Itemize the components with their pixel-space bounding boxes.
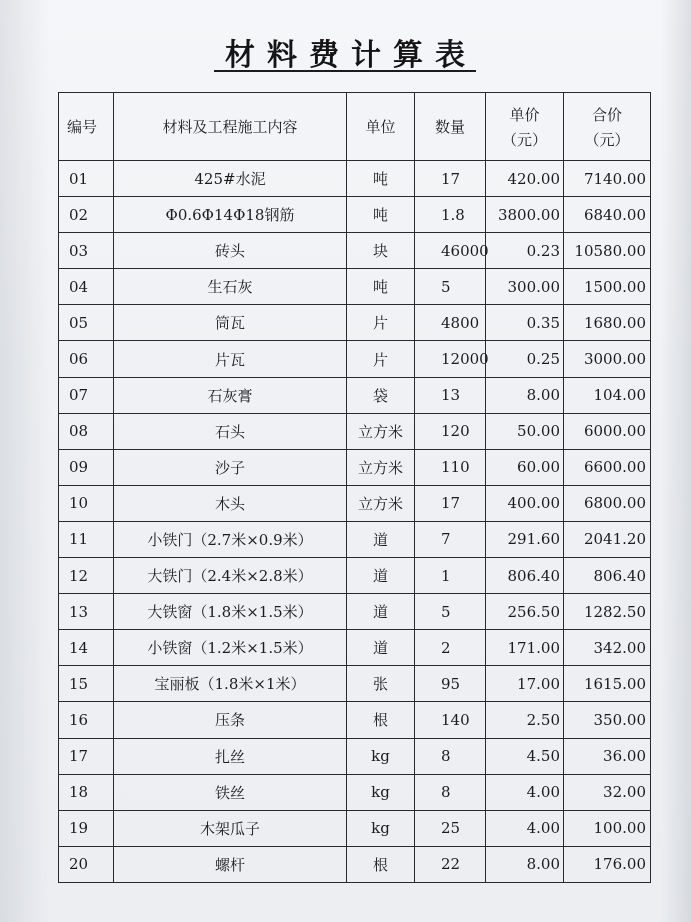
cell-unit: kg	[347, 774, 415, 810]
table-row	[59, 521, 651, 557]
cell-unit: 张	[347, 666, 415, 702]
cell-name: 压条	[114, 702, 347, 738]
table-header-row	[59, 93, 651, 161]
header-price	[486, 93, 564, 161]
cell-price: 300.00	[486, 269, 564, 305]
cell-unit: 根	[347, 846, 415, 882]
cell-name: 木头	[114, 485, 347, 521]
page-shadow-right	[661, 0, 691, 922]
table-row	[59, 558, 651, 594]
table-row	[59, 630, 651, 666]
cell-unit: 片	[347, 341, 415, 377]
table-row	[59, 233, 651, 269]
cell-total: 1500.00	[564, 269, 651, 305]
cell-name: 筒瓦	[114, 305, 347, 341]
header-price-label: 单价	[509, 105, 540, 124]
header-total-label: 合价	[591, 105, 622, 124]
cell-qty: 12000	[415, 341, 486, 377]
cell-no: 20	[59, 846, 114, 882]
cell-no: 16	[59, 702, 114, 738]
cell-total: 342.00	[564, 630, 651, 666]
header-qty: 数量	[415, 93, 486, 161]
cell-price: 0.23	[486, 233, 564, 269]
cell-qty: 17	[415, 161, 486, 197]
table-row	[59, 449, 651, 485]
header-unit: 单位	[347, 93, 415, 161]
table-row	[59, 702, 651, 738]
cell-no: 17	[59, 738, 114, 774]
table-row	[59, 846, 651, 882]
table-row	[59, 738, 651, 774]
cell-no: 13	[59, 594, 114, 630]
cell-unit: 道	[347, 558, 415, 594]
cell-total: 6800.00	[564, 485, 651, 521]
cell-total: 2041.20	[564, 521, 651, 557]
cell-no: 12	[59, 558, 114, 594]
header-price-unit: （元）	[501, 130, 547, 149]
cell-name: 石头	[114, 413, 347, 449]
cell-price: 50.00	[486, 413, 564, 449]
cell-total: 176.00	[564, 846, 651, 882]
cell-qty: 110	[415, 449, 486, 485]
cell-unit: kg	[347, 738, 415, 774]
cell-qty: 46000	[415, 233, 486, 269]
cell-qty: 140	[415, 702, 486, 738]
header-name: 材料及工程施工内容	[114, 93, 347, 161]
cell-total: 6000.00	[564, 413, 651, 449]
cell-total: 1615.00	[564, 666, 651, 702]
cell-price: 3800.00	[486, 197, 564, 233]
cell-no: 02	[59, 197, 114, 233]
cell-total: 100.00	[564, 810, 651, 846]
cell-qty: 1	[415, 558, 486, 594]
cell-total: 3000.00	[564, 341, 651, 377]
cell-no: 05	[59, 305, 114, 341]
cell-total: 1680.00	[564, 305, 651, 341]
cell-price: 171.00	[486, 630, 564, 666]
cell-total: 1282.50	[564, 594, 651, 630]
cell-name: 扎丝	[114, 738, 347, 774]
table-row	[59, 485, 651, 521]
cell-qty: 17	[415, 485, 486, 521]
cell-qty: 22	[415, 846, 486, 882]
cell-unit: 立方米	[347, 485, 415, 521]
cell-qty: 8	[415, 774, 486, 810]
cell-price: 291.60	[486, 521, 564, 557]
cell-no: 06	[59, 341, 114, 377]
cell-name: 铁丝	[114, 774, 347, 810]
cell-qty: 1.8	[415, 197, 486, 233]
cell-qty: 2	[415, 630, 486, 666]
cell-price: 4.50	[486, 738, 564, 774]
cell-unit: 吨	[347, 161, 415, 197]
table-row	[59, 305, 651, 341]
header-no: 编号	[59, 93, 114, 161]
cell-qty: 13	[415, 377, 486, 413]
cell-no: 19	[59, 810, 114, 846]
cell-no: 15	[59, 666, 114, 702]
cell-no: 14	[59, 630, 114, 666]
cell-qty: 7	[415, 521, 486, 557]
cell-qty: 4800	[415, 305, 486, 341]
cell-name: 木架瓜子	[114, 810, 347, 846]
cell-name: 沙子	[114, 449, 347, 485]
table-row	[59, 413, 651, 449]
table-row	[59, 377, 651, 413]
cell-name: 砖头	[114, 233, 347, 269]
cell-name: 小铁窗（1.2米×1.5米）	[114, 630, 347, 666]
cell-name: 螺杆	[114, 846, 347, 882]
cell-no: 03	[59, 233, 114, 269]
table-row	[59, 161, 651, 197]
cell-name: 425#水泥	[114, 161, 347, 197]
cell-unit: 道	[347, 521, 415, 557]
cell-no: 08	[59, 413, 114, 449]
cell-qty: 5	[415, 594, 486, 630]
cell-unit: 块	[347, 233, 415, 269]
cell-price: 17.00	[486, 666, 564, 702]
table-row	[59, 341, 651, 377]
cell-total: 6600.00	[564, 449, 651, 485]
cell-total: 10580.00	[564, 233, 651, 269]
table-row	[59, 197, 651, 233]
cell-unit: 立方米	[347, 413, 415, 449]
materials-cost-table	[58, 92, 651, 883]
cell-name: Φ0.6Φ14Φ18钢筋	[114, 197, 347, 233]
cell-name: 石灰膏	[114, 377, 347, 413]
cell-total: 6840.00	[564, 197, 651, 233]
title-underline	[214, 70, 476, 72]
cell-price: 420.00	[486, 161, 564, 197]
cell-unit: 吨	[347, 197, 415, 233]
cell-price: 256.50	[486, 594, 564, 630]
cell-name: 大铁门（2.4米×2.8米）	[114, 558, 347, 594]
cell-unit: 立方米	[347, 449, 415, 485]
cell-qty: 95	[415, 666, 486, 702]
cell-price: 8.00	[486, 377, 564, 413]
table-row	[59, 810, 651, 846]
cell-price: 2.50	[486, 702, 564, 738]
cell-price: 806.40	[486, 558, 564, 594]
cell-price: 0.25	[486, 341, 564, 377]
cell-total: 350.00	[564, 702, 651, 738]
cell-no: 11	[59, 521, 114, 557]
cell-name: 片瓦	[114, 341, 347, 377]
cell-no: 09	[59, 449, 114, 485]
cell-qty: 8	[415, 738, 486, 774]
table-row	[59, 269, 651, 305]
cell-no: 04	[59, 269, 114, 305]
cell-total: 36.00	[564, 738, 651, 774]
cell-unit: 道	[347, 630, 415, 666]
cell-total: 7140.00	[564, 161, 651, 197]
cell-unit: 袋	[347, 377, 415, 413]
page-title: 材料费计算表	[225, 38, 477, 73]
cell-price: 60.00	[486, 449, 564, 485]
cell-total: 806.40	[564, 558, 651, 594]
cell-name: 大铁窗（1.8米×1.5米）	[114, 594, 347, 630]
cell-name: 宝丽板（1.8米×1米）	[114, 666, 347, 702]
cell-qty: 25	[415, 810, 486, 846]
cell-qty: 120	[415, 413, 486, 449]
cell-price: 4.00	[486, 774, 564, 810]
cell-price: 4.00	[486, 810, 564, 846]
cell-unit: 片	[347, 305, 415, 341]
cell-unit: 吨	[347, 269, 415, 305]
cell-unit: 道	[347, 594, 415, 630]
cell-total: 104.00	[564, 377, 651, 413]
cell-price: 8.00	[486, 846, 564, 882]
page-shadow-left	[0, 0, 50, 922]
cell-qty: 5	[415, 269, 486, 305]
cell-no: 01	[59, 161, 114, 197]
cell-no: 07	[59, 377, 114, 413]
cell-price: 0.35	[486, 305, 564, 341]
table-row	[59, 666, 651, 702]
cell-name: 小铁门（2.7米×0.9米）	[114, 521, 347, 557]
cell-name: 生石灰	[114, 269, 347, 305]
cell-no: 10	[59, 485, 114, 521]
cell-price: 400.00	[486, 485, 564, 521]
cell-total: 32.00	[564, 774, 651, 810]
cell-no: 18	[59, 774, 114, 810]
cell-unit: kg	[347, 810, 415, 846]
table-row	[59, 594, 651, 630]
table-row	[59, 774, 651, 810]
header-total	[564, 93, 651, 161]
header-total-unit: （元）	[584, 130, 630, 149]
cell-unit: 根	[347, 702, 415, 738]
